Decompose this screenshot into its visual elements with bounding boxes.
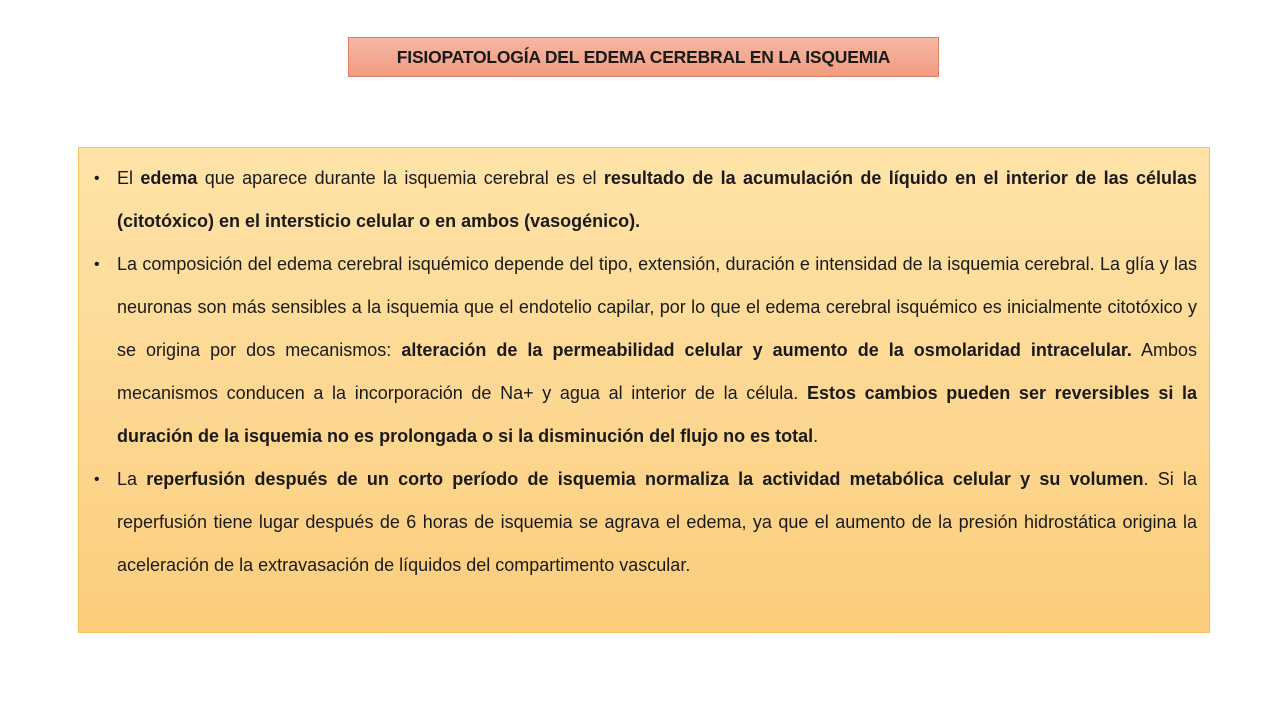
bullet-text: Ambos mecanismos conducen a la incorporación de Na+ y agua al interior de la célula. [117, 340, 1197, 403]
bullet-text: El [117, 168, 141, 188]
bullet-text: . [813, 426, 819, 446]
bullet-dot-icon: • [94, 471, 100, 488]
bullet-text: alteración de la permeabilidad celular y aumento de la osmolaridad intracelular. [401, 340, 1132, 360]
bullet-list [91, 157, 1197, 587]
bullet-text: que aparece durante la isquemia cerebral es el [197, 168, 604, 188]
content-box [78, 147, 1210, 633]
bullet-dot-icon: • [94, 170, 100, 187]
bullet-text: Estos cambios pueden ser reversibles si la duración de la isquemia no es prolongada o si la disminución del flujo no es total [117, 383, 1197, 446]
bullet-text: edema [140, 168, 198, 188]
bullet-item-composicion [91, 243, 1197, 458]
bullet-text: resultado de la acumulación de líquido en el interior de las células (citotóxico) en el intersticio celular o en ambos (vasogénico). [117, 168, 1197, 231]
bullet-text: La [117, 469, 147, 489]
bullet-item-edema [91, 157, 1197, 243]
bullet-text: reperfusión después de un corto período de isquemia normaliza la actividad metabólica celular y su volumen [146, 469, 1144, 489]
bullet-text: . Si la reperfusión tiene lugar después de 6 horas de isquemia se agrava el edema, ya que el aumento de la presión hidrostática origina la aceleración de la extravasación de líquidos del compartimento vascular. [117, 469, 1197, 575]
bullet-dot-icon: • [94, 256, 100, 273]
bullet-text: La composición del edema cerebral isquémico depende del tipo, extensión, duración e intensidad de la isquemia cerebral. La glía y las neuronas son más sensibles a la isquemia que el endotelio capilar, por lo que el edema cerebral isquémico es inicialmente citotóxico y se origina por dos mecanismos: [117, 254, 1197, 360]
bullet-item-reperfusion [91, 458, 1197, 587]
slide-title: FISIOPATOLOGÍA DEL EDEMA CEREBRAL EN LA ISQUEMIA [348, 37, 939, 77]
